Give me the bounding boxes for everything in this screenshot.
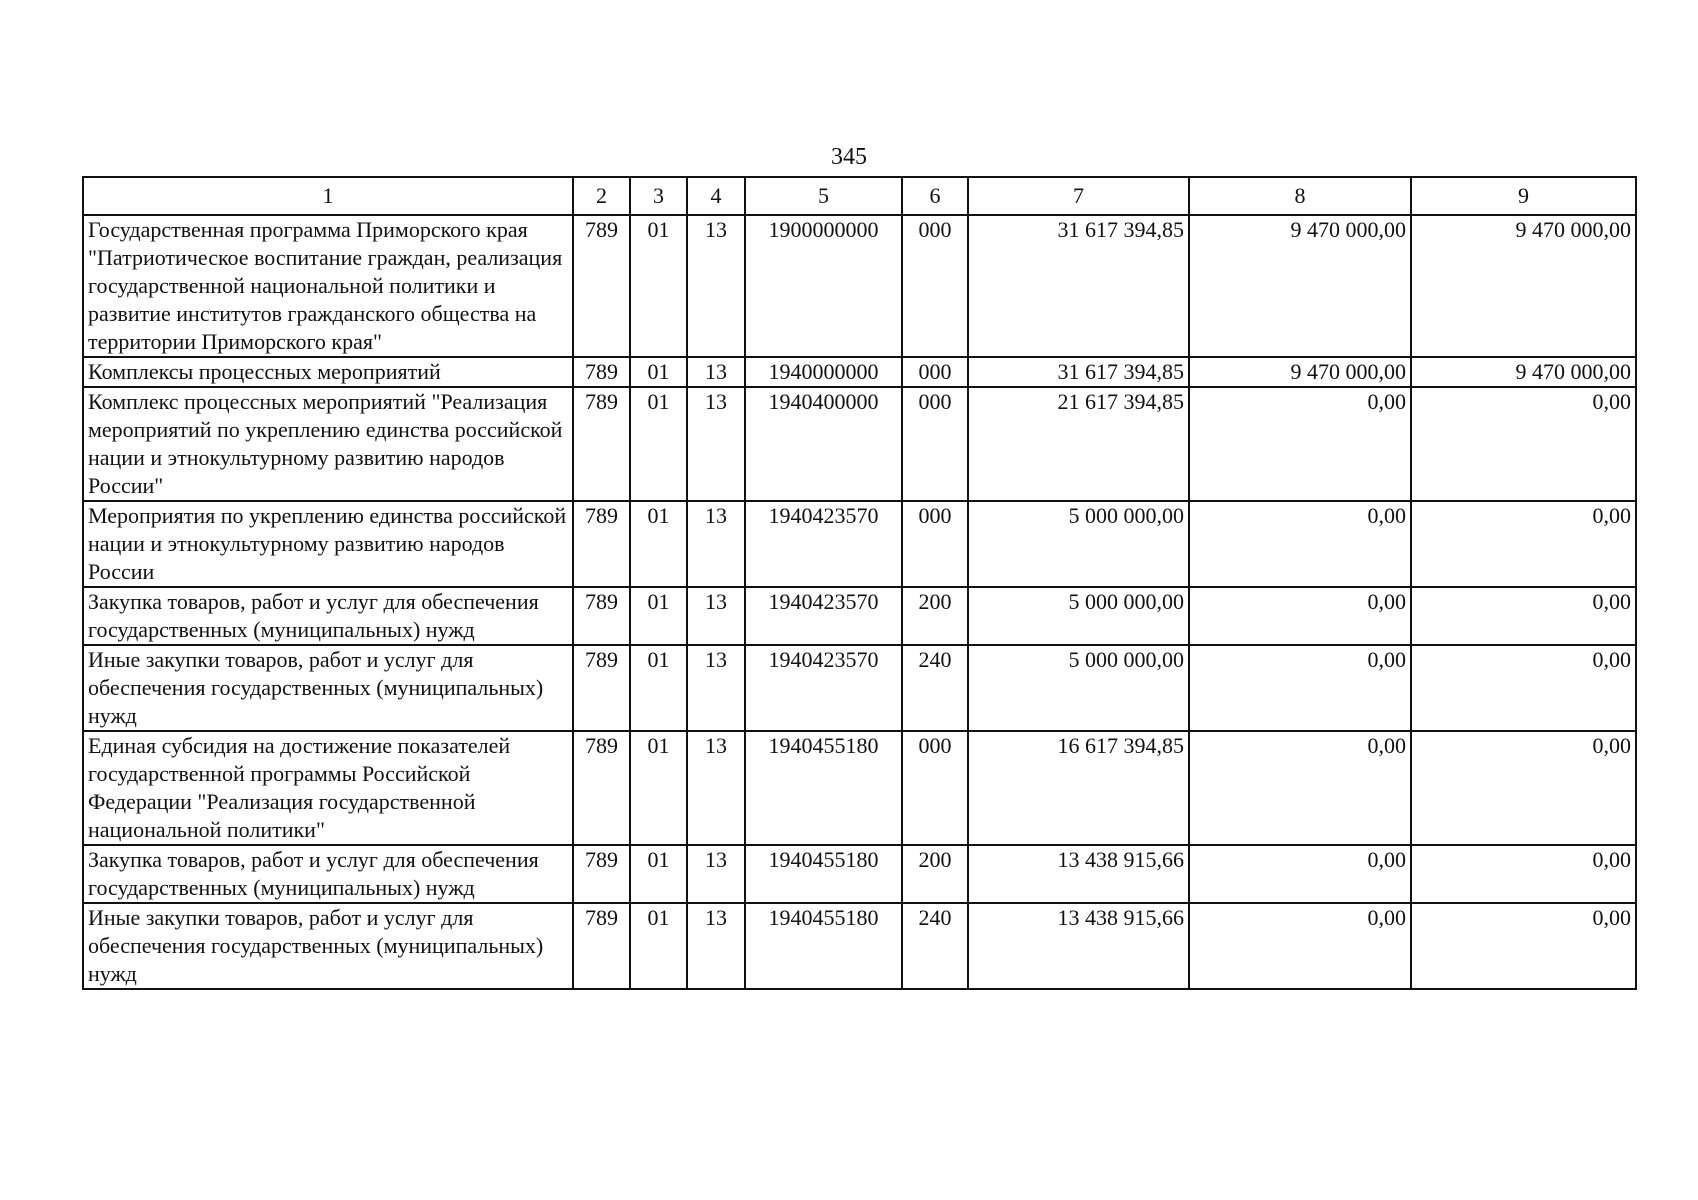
amount-col-9: 0,00: [1411, 903, 1636, 989]
target-article-code: 1940400000: [745, 387, 902, 501]
table-row: [83, 903, 1636, 989]
admin-code: 789: [573, 645, 630, 731]
amount-col-9: 0,00: [1411, 731, 1636, 845]
amount-col-8: 0,00: [1189, 845, 1411, 903]
header-cell: 1: [83, 177, 573, 215]
item-name: Закупка товаров, работ и услуг для обеспечения государственных (муниципальных) нужд: [83, 845, 573, 903]
table-row: [83, 587, 1636, 645]
header-cell: 7: [968, 177, 1189, 215]
item-name: Единая субсидия на достижение показателей государственной программы Российской Федерации "Реализация государственной национальной политики": [83, 731, 573, 845]
expense-type-code: 240: [902, 903, 968, 989]
expense-type-code: 200: [902, 845, 968, 903]
table-body: [83, 215, 1636, 989]
expense-type-code: 200: [902, 587, 968, 645]
table-row: [83, 357, 1636, 387]
budget-table: [82, 176, 1637, 990]
section-code: 01: [630, 501, 687, 587]
amount-col-8: 9 470 000,00: [1189, 215, 1411, 357]
amount-col-7: 31 617 394,85: [968, 357, 1189, 387]
section-code: 01: [630, 387, 687, 501]
target-article-code: 1940423570: [745, 645, 902, 731]
subsection-code: 13: [687, 845, 745, 903]
section-code: 01: [630, 357, 687, 387]
expense-type-code: 240: [902, 645, 968, 731]
header-cell: 2: [573, 177, 630, 215]
amount-col-7: 31 617 394,85: [968, 215, 1189, 357]
table-row: [83, 731, 1636, 845]
amount-col-7: 5 000 000,00: [968, 587, 1189, 645]
amount-col-8: 0,00: [1189, 587, 1411, 645]
amount-col-9: 9 470 000,00: [1411, 357, 1636, 387]
table-row: [83, 387, 1636, 501]
admin-code: 789: [573, 357, 630, 387]
table-row: [83, 845, 1636, 903]
amount-col-8: 0,00: [1189, 731, 1411, 845]
admin-code: 789: [573, 731, 630, 845]
amount-col-7: 16 617 394,85: [968, 731, 1189, 845]
item-name: Государственная программа Приморского края "Патриотическое воспитание граждан, реализация государственной национальной политики и развитие институтов гражданского общества на территории Приморского края": [83, 215, 573, 357]
admin-code: 789: [573, 903, 630, 989]
expense-type-code: 000: [902, 731, 968, 845]
amount-col-8: 9 470 000,00: [1189, 357, 1411, 387]
amount-col-9: 0,00: [1411, 501, 1636, 587]
amount-col-7: 13 438 915,66: [968, 845, 1189, 903]
section-code: 01: [630, 903, 687, 989]
item-name: Мероприятия по укреплению единства российской нации и этнокультурному развитию народов России: [83, 501, 573, 587]
amount-col-8: 0,00: [1189, 501, 1411, 587]
subsection-code: 13: [687, 387, 745, 501]
target-article-code: 1900000000: [745, 215, 902, 357]
subsection-code: 13: [687, 215, 745, 357]
subsection-code: 13: [687, 587, 745, 645]
amount-col-7: 13 438 915,66: [968, 903, 1189, 989]
table-row: [83, 215, 1636, 357]
subsection-code: 13: [687, 903, 745, 989]
header-cell: 4: [687, 177, 745, 215]
item-name: Закупка товаров, работ и услуг для обеспечения государственных (муниципальных) нужд: [83, 587, 573, 645]
subsection-code: 13: [687, 731, 745, 845]
target-article-code: 1940000000: [745, 357, 902, 387]
admin-code: 789: [573, 215, 630, 357]
expense-type-code: 000: [902, 357, 968, 387]
amount-col-7: 5 000 000,00: [968, 645, 1189, 731]
amount-col-7: 21 617 394,85: [968, 387, 1189, 501]
header-cell: 8: [1189, 177, 1411, 215]
header-row: [83, 177, 1636, 215]
section-code: 01: [630, 587, 687, 645]
subsection-code: 13: [687, 357, 745, 387]
subsection-code: 13: [687, 501, 745, 587]
expense-type-code: 000: [902, 387, 968, 501]
amount-col-9: 0,00: [1411, 587, 1636, 645]
expense-type-code: 000: [902, 215, 968, 357]
amount-col-9: 0,00: [1411, 387, 1636, 501]
item-name: Комплекс процессных мероприятий "Реализация мероприятий по укреплению единства российской нации и этнокультурному развитию народов России": [83, 387, 573, 501]
section-code: 01: [630, 215, 687, 357]
amount-col-9: 0,00: [1411, 645, 1636, 731]
table-row: [83, 645, 1636, 731]
amount-col-8: 0,00: [1189, 387, 1411, 501]
page-number: 345: [831, 144, 867, 170]
admin-code: 789: [573, 501, 630, 587]
amount-col-9: 0,00: [1411, 845, 1636, 903]
admin-code: 789: [573, 587, 630, 645]
section-code: 01: [630, 645, 687, 731]
target-article-code: 1940455180: [745, 731, 902, 845]
item-name: Комплексы процессных мероприятий: [83, 357, 573, 387]
target-article-code: 1940455180: [745, 903, 902, 989]
header-cell: 3: [630, 177, 687, 215]
subsection-code: 13: [687, 645, 745, 731]
target-article-code: 1940423570: [745, 501, 902, 587]
admin-code: 789: [573, 387, 630, 501]
item-name: Иные закупки товаров, работ и услуг для обеспечения государственных (муниципальных) нужд: [83, 903, 573, 989]
amount-col-7: 5 000 000,00: [968, 501, 1189, 587]
amount-col-9: 9 470 000,00: [1411, 215, 1636, 357]
table-row: [83, 501, 1636, 587]
section-code: 01: [630, 845, 687, 903]
section-code: 01: [630, 731, 687, 845]
amount-col-8: 0,00: [1189, 903, 1411, 989]
target-article-code: 1940455180: [745, 845, 902, 903]
admin-code: 789: [573, 845, 630, 903]
header-cell: 6: [902, 177, 968, 215]
header-cell: 9: [1411, 177, 1636, 215]
header-cell: 5: [745, 177, 902, 215]
expense-type-code: 000: [902, 501, 968, 587]
amount-col-8: 0,00: [1189, 645, 1411, 731]
target-article-code: 1940423570: [745, 587, 902, 645]
item-name: Иные закупки товаров, работ и услуг для обеспечения государственных (муниципальных) нужд: [83, 645, 573, 731]
